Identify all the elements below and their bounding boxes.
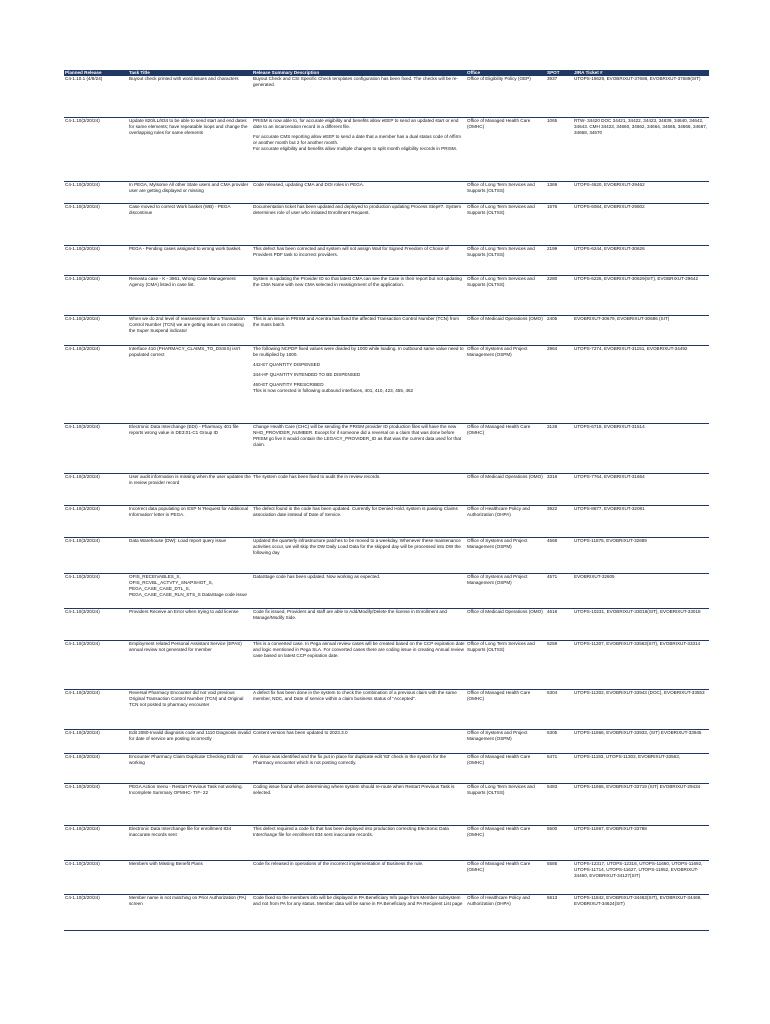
cell-spot: 5483 (546, 783, 573, 825)
summary-paragraph: A defect fix has been done in the system to check the combination of a previous claim with the same member, NDC, and Date of service within a claim business status of "Accepted". (253, 689, 457, 701)
cell-jira-ticket: UTOPS-7764, EVOBRIXUT-31664 (573, 473, 709, 505)
cell-office: Office of Managed Health Care (OMHC) (466, 860, 546, 894)
cell-office: Office of Managed Health Care (OMHC) (466, 423, 546, 473)
cell-planned-release: C4-1.10(3/20/24) (64, 689, 128, 729)
cell-release-summary (252, 345, 466, 423)
cell-spot: 4571 (546, 573, 573, 608)
cell-spot: 1065 (546, 117, 573, 181)
cell-release-summary (252, 245, 466, 275)
cell-spot: 5259 (546, 640, 573, 689)
summary-paragraph: 344-HF QUANTITY INTENDED TO BE DISPENSED (253, 371, 361, 377)
table-row (64, 473, 709, 505)
cell-office: Office of Medicaid Operations (OMO) (466, 608, 546, 640)
cell-release-summary (252, 573, 466, 608)
cell-task-title: Providers Receive an Error when trying to add license (128, 608, 252, 640)
cell-release-summary (252, 860, 466, 894)
cell-planned-release: C4-1.10(3/20/24) (64, 537, 128, 573)
table-row (64, 181, 709, 203)
summary-paragraph: Documentation ticket has been updated and deployed to production updating Process Step#7. System determines role of user who initiated Enrollment Request. (253, 203, 462, 215)
cell-office: Office of Long Term Services and Supports (OLTSS) (466, 275, 546, 315)
summary-paragraph: 442-E7 QUANTITY DISPENSED (253, 361, 321, 367)
cell-jira-ticket: UTOPS-7274, EVOBRIXUT-31151, EVOBRIXUT-34492 (573, 345, 709, 423)
cell-spot: 5305 (546, 729, 573, 753)
cell-task-title: Members with Missing Benefit Plans (128, 860, 252, 894)
cell-spot: 5304 (546, 689, 573, 729)
cell-task-title: Case moved to correct Work basket (WB) - PEGA discontinue (128, 203, 252, 245)
summary-paragraph: System is updating the Provider ID so that latest CMA can see the Case in their report but not updating the CMA Name with new CMA selected in reassignment of the application. (253, 275, 462, 287)
cell-task-title: In PEGA, Mylsome All other State users and CMA provider user are getting displayed or missing (128, 181, 252, 203)
summary-paragraph: The following NCPDP fixed values were divided by 1000 while loading. In outbound same value need to be multiplied by 1000. (253, 345, 464, 357)
table-row (64, 860, 709, 894)
table-row (64, 76, 709, 117)
cell-spot: 3922 (546, 505, 573, 537)
cell-release-summary (252, 473, 466, 505)
cell-planned-release: C4-1.10(3/20/24) (64, 181, 128, 203)
cell-planned-release: C4-1.10(3/20/24) (64, 783, 128, 825)
cell-spot: 5613 (546, 894, 573, 930)
cell-release-summary (252, 825, 466, 860)
table-row (64, 423, 709, 473)
cell-jira-ticket: UTOPS-4620, EVOBRIXUT-29462 (573, 181, 709, 203)
cell-spot: 4568 (546, 537, 573, 573)
cell-spot: 1576 (546, 203, 573, 245)
cell-office: Office of Eligibility Policy (OEP) (466, 76, 546, 117)
cell-planned-release: C4-1.10(3/20/24) (64, 117, 128, 181)
cell-spot: 2280 (546, 275, 573, 315)
table-row (64, 825, 709, 860)
header-planned-release: Planned Release (64, 70, 128, 76)
summary-paragraph: This is an issue in PRISM and Acentra has fixed the affected Transaction Control Number (TCN) from the mass batch. (253, 315, 459, 327)
cell-planned-release: C4-1.10(3/20/24) (64, 423, 128, 473)
table-row (64, 640, 709, 689)
table-row (64, 505, 709, 537)
summary-paragraph: Updated the quarterly infrastructure patches to be moved to a weekday. Whenever these maintenance activities occur, we will skip the DW Daily Load Data for the skipped day will be processed into DW the following day (253, 537, 461, 555)
cell-release-summary (252, 608, 466, 640)
cell-task-title: Incorrect data populating on ESP N 'Request for Additional Information' letter in PEGA. (128, 505, 252, 537)
cell-task-title: Electronic Data Interchange file for enrollment 834 inaccurate records sent (128, 825, 252, 860)
summary-paragraph: 460-ET QUANTITY PRESCRIBED This is now corrected in following outbound interfaces, 401, 410, 423, 455, 462 (253, 381, 414, 393)
cell-jira-ticket: UTOPS-18629, EVOBRIXUT-37688, EVOBRIXUT-37689(SIT) (573, 76, 709, 117)
cell-task-title: When we do 2nd level of reassessment for a Transaction Control Number (TCN) we are getting issues on creating the Super Suspend indicator (128, 315, 252, 345)
cell-spot: 5585 (546, 860, 573, 894)
cell-jira-ticket: EVOBRIXUT-32605 (573, 573, 709, 608)
cell-office: Office of Managed Health Care (OMHC) (466, 689, 546, 729)
table-row (64, 729, 709, 753)
cell-planned-release: C4-1.10(3/20/24) (64, 505, 128, 537)
cell-office: Office of Long Term Services and Supports (OLTSS) (466, 640, 546, 689)
cell-task-title: Employment related Personal Assistant Service (EPAS) annual review not generated for member (128, 640, 252, 689)
cell-release-summary (252, 505, 466, 537)
cell-task-title: Reversal Pharmacy Encounter did not void previous Original Transaction Control Number (TCN) and Original TCN not posted to pharmacy encounter (128, 689, 252, 729)
table-row (64, 245, 709, 275)
cell-office: Office of Long Term Services and Supports (OLTSS) (466, 203, 546, 245)
cell-release-summary (252, 117, 466, 181)
cell-spot: 2964 (546, 345, 573, 423)
cell-release-summary (252, 181, 466, 203)
cell-jira-ticket: UTOPS-11302, EVOBRIXUT-33943 (DOC), EVOBRIXUT-33553 (573, 689, 709, 729)
table-row (64, 753, 709, 783)
table-row (64, 345, 709, 423)
summary-paragraph: This defect has been corrected and system will not assign Wait for Signed Freedom of Choice of Providers PDF task to incorrect providers. (253, 245, 449, 257)
cell-office: Office of Managed Health Care (OMHC) (466, 825, 546, 860)
cell-planned-release: C4-1.10(3/20/24) (64, 275, 128, 315)
table-row (64, 783, 709, 825)
cell-jira-ticket: UTOPS-11667, EVOBRIXUT-33788 (573, 825, 709, 860)
cell-jira-ticket: UTOPS-10231, EVOBRIXUT-33018(SIT), EVOBRIXUT-33018 (573, 608, 709, 640)
cell-jira-ticket: UTOPS-11875, EVOBRIXUT-32689 (573, 537, 709, 573)
summary-paragraph: The system code has been fixed to audit the in review records. (253, 473, 381, 479)
cell-spot: 5500 (546, 825, 573, 860)
summary-paragraph: For accurate CMS reporting allow eEEP to send a date that a member has a dual status code of Affirm or another month but 2 for another month. For accurate eligibility and benefits allow multiple changes to split month eligibility records in PRISM. (253, 133, 461, 151)
table-row (64, 573, 709, 608)
cell-spot: 3937 (546, 76, 573, 117)
cell-planned-release: C4-1.10(3/20/24) (64, 245, 128, 275)
cell-task-title: User audit information is missing when the user updates the in review provider record (128, 473, 252, 505)
cell-release-summary (252, 76, 466, 117)
cell-jira-ticket: UTOPS-6226, EVOBRIXUT-30629(SIT), EVOBRIXUT-29642 (573, 275, 709, 315)
cell-release-summary (252, 423, 466, 473)
cell-jira-ticket: UTOPS-11666, EVOBRIXUT-33933, (SIT) EVOBRIXUT-33945 (573, 729, 709, 753)
cell-release-summary (252, 894, 466, 930)
cell-office: Office of Systems and Project Management (OSPM) (466, 729, 546, 753)
table-row (64, 315, 709, 345)
cell-spot: 1369 (546, 181, 573, 203)
summary-paragraph: This is a converted case. In Pega annual review cases will be created based on the CCP expiration date and logic mentioned in Pega SLA. For converted cases there are coding issue in creating Annual review case based on latest CCP expiration date. (253, 640, 465, 658)
summary-paragraph: An issue was identified and the fix put in place for duplicate edit '83' check in the system for the Pharmacy encounter which is not posting correctly. (253, 753, 447, 765)
cell-planned-release: C4-1.10(3/20/24) (64, 753, 128, 783)
cell-planned-release: C4-1.10(3/20/24) (64, 573, 128, 608)
cell-planned-release: C4-1.10(3/20/24) (64, 894, 128, 930)
summary-paragraph: Coding issue found when determining where system should re-route when Restart Previous Task is selected. (253, 783, 455, 795)
cell-jira-ticket: UTOPS-11665, EVOBRIXUT-33719 (SIT) EVOBRIXUT-29434 (573, 783, 709, 825)
cell-release-summary (252, 783, 466, 825)
cell-planned-release: C4-1.10(3/20/24) (64, 729, 128, 753)
cell-task-title: PEGA Action menu - Restart Previous Task not working. Incomplete Summary OFMHC- TIF- 22 (128, 783, 252, 825)
cell-task-title: Electronic Data Interchange (EDI) - Pharmacy 401 file reports wrong value in DE3:01-C1 Group ID (128, 423, 252, 473)
summary-paragraph: The defect found in the code has been updated. Currently for Denied Hold, system is passing Claims association date instead of Date of Service. (253, 505, 458, 517)
cell-spot: 4618 (546, 608, 573, 640)
table-row (64, 689, 709, 729)
cell-jira-ticket: UTOPS-6718, EVOBRIXUT-31514 (573, 423, 709, 473)
cell-task-title: OFIS_RECEIVABLES_S, OFIS_RCVBL_ACTVTY_SNAPSHOT_S, PEGA_CASE_CASE_DTL_S, PEGA_CASE_CASE_RLN_STS_S DataStage code issue (128, 573, 252, 608)
cell-jira-ticket: UTOPS-11842, EVOBRIXUT-34463(SIT), EVOBRIXUT-34469, EVOBRIXUT-34624(SIT) (573, 894, 709, 930)
summary-paragraph: DataStage code has been updated. Now working as expected. (253, 573, 381, 579)
cell-office: Office of Long Term Services and Supports (OLTSS) (466, 783, 546, 825)
release-table (64, 70, 709, 931)
cell-task-title: Edit 2080-Invalid diagnosis code and 1110 Diagnosis invalid for date of service are posting incorrectly (128, 729, 252, 753)
cell-planned-release: C4-1.10(3/20/24) (64, 640, 128, 689)
summary-paragraph: Code fixed so the members info will be displayed in PA Beneficiary Info page from Member subsystem and not from PA for any status. Member data will be same in PA Beneficiary and PA Recipient List page (253, 894, 463, 906)
cell-office: Office of Healthcare Policy and Authorization (OHPA) (466, 894, 546, 930)
summary-paragraph: Content version has been updated to 2023.3.0 (253, 729, 348, 735)
cell-office: Office of Long Term Services and Supports (OLTSS) (466, 181, 546, 203)
cell-office: Office of Managed Health Care (OMHC) (466, 753, 546, 783)
header-office: Office (466, 70, 546, 76)
cell-task-title: Interface 410 (PHARMACY_CLAIMS_TO_DSSIS) isn't populated correct (128, 345, 252, 423)
summary-paragraph: This defect required a code fix that has been deployed into production correcting Electronic Data Interchange file for enrollment 834 sent inaccurate records. (253, 825, 449, 837)
table-row (64, 608, 709, 640)
cell-jira-ticket: UTOPS-11307, EVOBRIXUT-33563(SIT), EVOBRIXUT-33314 (573, 640, 709, 689)
cell-task-title: Encounter Pharmacy Claim Duplicate Checking Edit not working (128, 753, 252, 783)
cell-office: Office of Managed Health Care (OMHC) (466, 117, 546, 181)
cell-jira-ticket: UTOPS-8877, EVOBRIXUT-32081 (573, 505, 709, 537)
cell-release-summary (252, 203, 466, 245)
cell-spot: 3316 (546, 473, 573, 505)
table-row (64, 117, 709, 181)
cell-task-title: PEGA - Pending cases assigned to wrong work basket. (128, 245, 252, 275)
cell-jira-ticket: RTW- 34420 DOC 34421, 34422, 34423, 34639, 34640, 34642, 34643. CMH 34423, 34660, 34662, 34664, 34665, 34666, 34667, 34668, 34670 (573, 117, 709, 181)
summary-paragraph: Buyout Check and CSI Specific Check templates configuration has been fixed. The checks will be re-generated. (253, 76, 458, 87)
cell-planned-release: C4-1.10(3/20/24) (64, 825, 128, 860)
cell-release-summary (252, 537, 466, 573)
cell-jira-ticket: UTOPS-11193, UTOPS-11302, EVOBRIXUT-33563, (573, 753, 709, 783)
cell-jira-ticket: UTOPS-12317, UTOPS-12316, UTOPS-11660, UTOPS-11692, UTOPS-11714, UTOPS-11627, UTOPS-11952, EVOBRIXUT-34460, EVOBRIXUT-34127(SIT) (573, 860, 709, 894)
cell-office: Office of Long Term Services and Supports (OLTSS) (466, 245, 546, 275)
cell-planned-release: C4-1.10(3/20/24) (64, 473, 128, 505)
cell-release-summary (252, 640, 466, 689)
cell-planned-release: C4-1.10(3/20/24) (64, 315, 128, 345)
cell-task-title: Data Warehouse (DW): Load report query issue (128, 537, 252, 573)
cell-spot: 5471 (546, 753, 573, 783)
release-notes-sheet (64, 70, 709, 931)
summary-paragraph: PRISM is now able to, for accurate eligibility and benefits allow eEEP to send an updated start or end date to an incarceration record in a different file. (253, 117, 459, 129)
cell-office: Office of Systems and Project Management (OSPM) (466, 573, 546, 608)
cell-planned-release: C4-1.10(3/20/24) (64, 203, 128, 245)
header-jira-ticket: JIRA Ticket # (573, 70, 709, 76)
cell-release-summary (252, 315, 466, 345)
cell-jira-ticket: EVOBRIXUT-30679, EVOBRIXUT-30686 (SIT) (573, 315, 709, 345)
cell-planned-release: C4-1.10.1 (4/8/24) (64, 76, 128, 117)
cell-planned-release: C4-1.10(3/20/24) (64, 345, 128, 423)
cell-jira-ticket: UTOPS-6084, EVOBRIXUT-29802 (573, 203, 709, 245)
cell-office: Office of Medicaid Operations (OMO) (466, 473, 546, 505)
cell-release-summary (252, 729, 466, 753)
summary-paragraph: Code released, updating CMA and DOI roles in PEGA. (253, 181, 365, 187)
cell-office: Office of Systems and Project Management (OSPM) (466, 537, 546, 573)
cell-planned-release: C4-1.10(3/20/24) (64, 608, 128, 640)
cell-task-title: Member name is not matching on Prior Authorization (PA) screen (128, 894, 252, 930)
cell-spot: 3128 (546, 423, 573, 473)
table-row (64, 894, 709, 930)
table-row (64, 275, 709, 315)
header-release-summary: Release Summary Description (252, 70, 466, 76)
table-row (64, 203, 709, 245)
summary-paragraph: Code fix released in operations of the incorrect implementation of Business the rule. (253, 860, 424, 866)
table-row (64, 537, 709, 573)
cell-task-title: Update 820/LL/834 to be able to send start and end dates for same elements; have repeatable loops and change the overlapping rules for same elements (128, 117, 252, 181)
summary-paragraph: Change Health Care (CHC) will be sending the PRISM provider ID production files will have the new NHO_PROVIDER_NUMBER. Except for if someone did a reversal on a claim that was done before PRISM go live it would contain the LEGACY_PROVIDER_ID as that was the current data used for that claim. (253, 423, 462, 447)
cell-office: Office of Systems and Project Management (OSPM) (466, 345, 546, 423)
header-task-title: Task Title (128, 70, 252, 76)
header-spot: SPOT (546, 70, 573, 76)
cell-spot: 2199 (546, 245, 573, 275)
cell-release-summary (252, 275, 466, 315)
cell-jira-ticket: UTOPS-6244, EVOBRIXUT-30626 (573, 245, 709, 275)
cell-release-summary (252, 753, 466, 783)
summary-paragraph: Code fix issued, Providers and staff are able to Add/Modify/Delete the license in Enrollment and Manage/Modify Side. (253, 608, 447, 620)
cell-task-title: Renewtu case - K - 3961, Wrong Case Management Agency (CMA) listed in case list. (128, 275, 252, 315)
cell-office: Office of Healthcare Policy and Authorization (OHPA) (466, 505, 546, 537)
cell-planned-release: C4-1.10(3/20/24) (64, 860, 128, 894)
cell-spot: 2405 (546, 315, 573, 345)
cell-task-title: Buyout check printed with word issues and characters (128, 76, 252, 117)
cell-release-summary (252, 689, 466, 729)
cell-office: Office of Medicaid Operations (OMO) (466, 315, 546, 345)
